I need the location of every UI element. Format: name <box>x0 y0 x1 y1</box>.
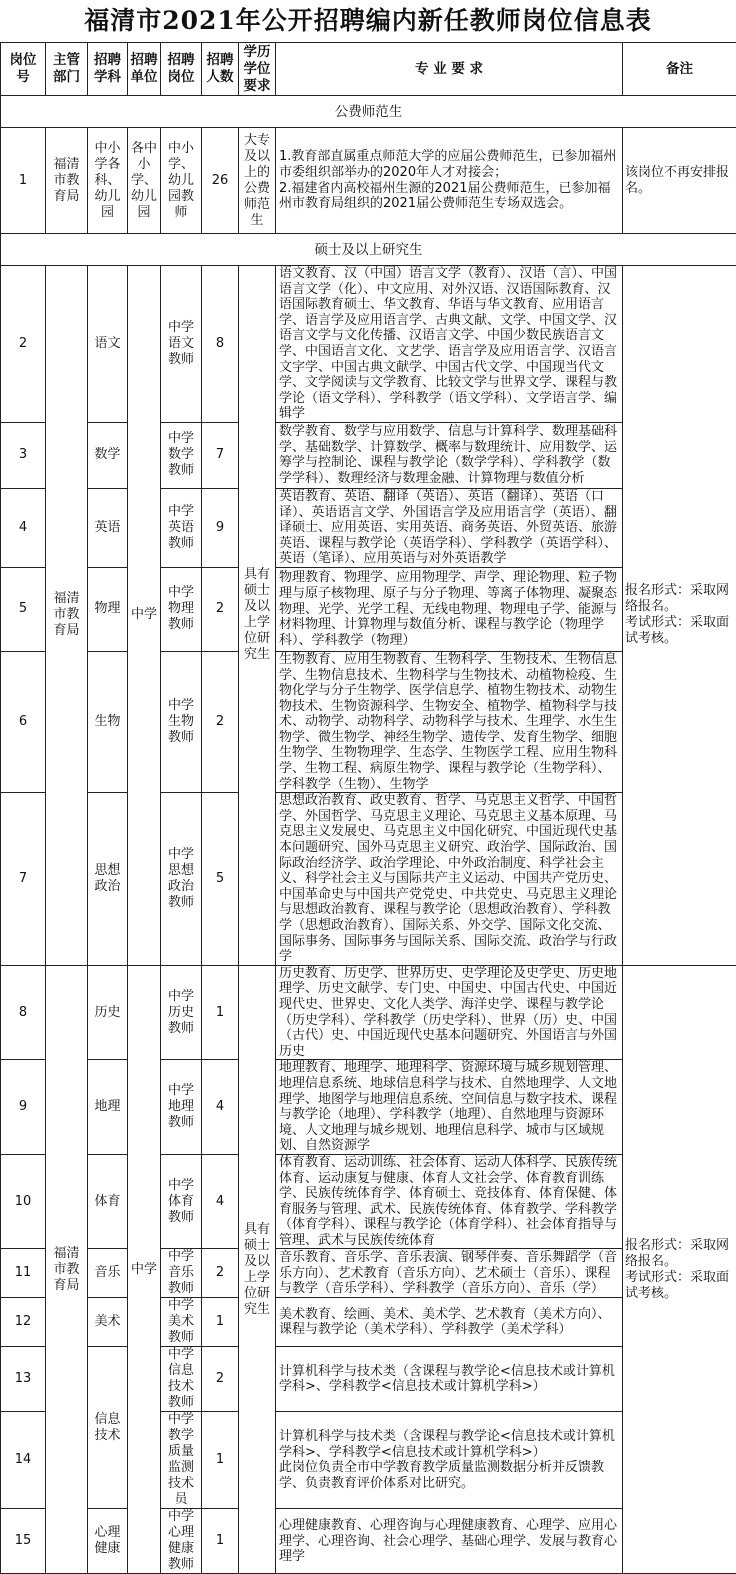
header-unit: 招聘单位 <box>128 43 161 96</box>
header-subject: 招聘学科 <box>88 43 128 96</box>
note-line: 考试形式：采取面试考核。 <box>625 615 734 647</box>
requirements: 英语教育、英语、翻译（英语）、英语（翻译）、英语（口译）、英语语言文学、外国语言学及应用语言学（英语）、翻译硕士、应用英语、实用英语、商务英语、外贸英语、旅游英语、课程与教学论（英语学科）、学科教学（英语学科）、英语（笔译）、应用英语与对外英语教学 <box>276 488 623 567</box>
post: 中学历史教师 <box>161 965 202 1060</box>
post: 中学数学教师 <box>161 422 202 488</box>
post: 中学语文教师 <box>161 266 202 423</box>
subject: 历史 <box>88 965 128 1060</box>
post: 中学思想政治教师 <box>161 793 202 966</box>
position-no: 7 <box>1 793 46 966</box>
subject: 英语 <box>88 488 128 567</box>
requirements: 物理教育、物理学、应用物理学、声学、理论物理、粒子物理与原子核物理、原子与分子物理、等离子体物理、凝聚态物理、光学、光学工程、无线电物理、物理电子学、能源与材料物理、计算物理与数值分析、课程与教学论（物理学科）、学科教学（物理） <box>276 567 623 651</box>
count: 5 <box>202 793 239 966</box>
count: 2 <box>202 1249 239 1298</box>
education: 大专及以上的公费师范生 <box>239 128 276 234</box>
requirement-item: 计算机科学与技术类（含课程与教学论<信息技术或计算机学科>、学科教学<信息技术或计算机学科>） <box>279 1429 619 1460</box>
post: 中学教学质量监测技术员 <box>161 1412 202 1509</box>
requirements: 生物教育、应用生物教育、生物科学、生物技术、生物信息学、生物信息技术、生物科学与生物技术、动植物检疫、生物化学与分子生物学、医学信息学、植物生物技术、动物生物技术、生物资源科学、生物安全、植物学、植物科学与技术、动物学、动物科学、动物科学与技术、生理学、水生生物学、微生物学、神经生物学、遗传学、发育生物学、细胞生物学、生物物理学、生态学、生物医学工程、应用生物科学、生物工程、病原生物学、课程与教学论（生物学科）、学科教学（生物）、生物学 <box>276 651 623 792</box>
header-education: 学历学位要求 <box>239 43 276 96</box>
table-row <box>1 965 736 1060</box>
count: 8 <box>202 266 239 423</box>
table-row <box>1 128 736 234</box>
count: 4 <box>202 1060 239 1155</box>
count: 2 <box>202 1347 239 1412</box>
positions-table <box>0 42 736 1574</box>
post: 中学音乐教师 <box>161 1249 202 1298</box>
table-row <box>1 266 736 423</box>
subject: 美术 <box>88 1298 128 1347</box>
position-no: 3 <box>1 422 46 488</box>
post: 中学信息技术教师 <box>161 1347 202 1412</box>
position-no: 12 <box>1 1298 46 1347</box>
subject: 生物 <box>88 651 128 792</box>
department: 福清市教育局 <box>46 965 88 1574</box>
count: 4 <box>202 1154 239 1249</box>
requirements: 计算机科学与技术类（含课程与教学论<信息技术或计算机学科>、学科教学<信息技术或计算机学科>） <box>276 1347 623 1412</box>
header-row <box>1 43 736 96</box>
unit: 各中小学、幼儿园 <box>128 128 161 234</box>
position-no: 6 <box>1 651 46 792</box>
subject: 地理 <box>88 1060 128 1155</box>
post: 中学体育教师 <box>161 1154 202 1249</box>
position-no: 11 <box>1 1249 46 1298</box>
education: 具有硕士及以上学位研究生 <box>239 965 276 1574</box>
post: 中小学、幼儿园教师 <box>161 128 202 234</box>
position-no: 8 <box>1 965 46 1060</box>
requirements: 体育教育、运动训练、社会体育、运动人体科学、民族传统体育、运动康复与健康、体育人文社会学、体育教育训练学、民族传统体育学、体育硕士、竞技体育、体育保健、体育服务与管理、武术、民族传统体育、体育教学、学科教学（体育学科）、课程与教学论（体育学科）、社会体育指导与管理、武术与民族传统体育 <box>276 1154 623 1249</box>
position-no: 4 <box>1 488 46 567</box>
position-no: 15 <box>1 1509 46 1574</box>
subject: 物理 <box>88 567 128 651</box>
header-requirements: 专 业 要 求 <box>276 43 623 96</box>
header-count: 招聘人数 <box>202 43 239 96</box>
header-notes: 备注 <box>623 43 736 96</box>
position-no: 10 <box>1 1154 46 1249</box>
unit: 中学 <box>128 965 161 1574</box>
requirement-item: 1.教育部直属重点师范大学的应届公费师范生，已参加福州市委组织部举办的2020年人才对接会； <box>279 149 619 180</box>
note-line: 报名形式：采取网络报名。 <box>625 583 734 615</box>
position-no: 13 <box>1 1347 46 1412</box>
requirements: 思想政治教育、政史教育、哲学、马克思主义哲学、中国哲学、外国哲学、马克思主义理论、马克思主义基本原理、马克思主义发展史、马克思主义中国化研究、中国近现代史基本问题研究、国外马克思主义研究、政治学、国际政治、国际政治经济学、政治学理论、中外政治制度、科学社会主义、科学社会主义与国际共产主义运动、中国共产党历史、中国革命史与中国共产党党史、中共党史、马克思主义理论与思想政治教育、课程与教学论（思想政治教育）、学科教学（思想政治教育）、国际关系、外交学、国际文化交流、国际事务、国际事务与国际关系、国际交流、政治学与行政学 <box>276 793 623 966</box>
subject: 中小学各科、幼儿园 <box>88 128 128 234</box>
position-no: 9 <box>1 1060 46 1155</box>
count: 1 <box>202 1298 239 1347</box>
post: 中学英语教师 <box>161 488 202 567</box>
count: 1 <box>202 1509 239 1574</box>
note-line: 考试形式：采取面试考核。 <box>625 1270 734 1302</box>
requirement-item: 2.福建省内高校福州生源的2021届公费师范生，已参加福州市教育局组织的2021届公费师范生专场双选会。 <box>279 181 619 212</box>
position-no: 1 <box>1 128 46 234</box>
position-no: 14 <box>1 1412 46 1509</box>
requirements: 地理教育、地理学、地理科学、资源环境与城乡规划管理、地理信息系统、地球信息科学与技术、自然地理学、人文地理学、地图学与地理信息系统、空间信息与数字技术、课程与教学论（地理）、学科教学（地理）、自然地理与资源环境、人文地理与城乡规划、地理信息科学、城市与区域规划、自然资源学 <box>276 1060 623 1155</box>
unit: 中学 <box>128 266 161 966</box>
subject: 心理健康 <box>88 1509 128 1574</box>
subject: 思想政治 <box>88 793 128 966</box>
subject: 语文 <box>88 266 128 423</box>
position-no: 2 <box>1 266 46 423</box>
requirements <box>276 1412 623 1509</box>
notes <box>623 266 736 966</box>
count: 1 <box>202 965 239 1060</box>
count: 1 <box>202 1412 239 1509</box>
requirement-item: 此岗位负责全市中学教育教学质量监测数据分析并反馈教学、负责教育评价体系对比研究。 <box>279 1460 619 1491</box>
subject: 体育 <box>88 1154 128 1249</box>
notes <box>623 965 736 1574</box>
section-title: 公费师范生 <box>1 96 736 128</box>
requirements: 美术教育、绘画、美术、美术学、艺术教育（美术方向）、课程与教学论（美术学科）、学科教学（美术学科） <box>276 1298 623 1347</box>
count: 2 <box>202 651 239 792</box>
notes: 该岗位不再安排报名。 <box>623 128 736 234</box>
count: 7 <box>202 422 239 488</box>
note-line: 报名形式：采取网络报名。 <box>625 1238 734 1270</box>
count: 9 <box>202 488 239 567</box>
subject: 信息技术 <box>88 1347 128 1509</box>
post: 中学美术教师 <box>161 1298 202 1347</box>
page-title: 福清市2021年公开招聘编内新任教师岗位信息表 <box>0 0 736 42</box>
post: 中学物理教师 <box>161 567 202 651</box>
requirements: 语文教育、汉（中国）语言文学（教育）、汉语（言）、中国语言文学（化）、中文应用、对外汉语、汉语国际教育、汉语国际教育硕士、华文教育、华语与华文教育、应用语言学、语言学及应用语言学、古典文献、文学、中国文学、汉语言文学与文化传播、汉语言文学、中国少数民族语言文学、中国语言文化、文艺学、语言学及应用语言学、汉语言文字学、中国古典文献学、中国古代文学、中国现当代文学、文学阅读与文学教育、比较文学与世界文学、课程与教学论（语文学科）、学科教学（语文学科）、文学语言学、编辑学 <box>276 266 623 423</box>
header-position-no: 岗位号 <box>1 43 46 96</box>
subject: 数学 <box>88 422 128 488</box>
requirements <box>276 128 623 234</box>
post: 中学地理教师 <box>161 1060 202 1155</box>
subject: 音乐 <box>88 1249 128 1298</box>
education: 具有硕士及以上学位研究生 <box>239 266 276 966</box>
requirements: 音乐教育、音乐学、音乐表演、钢琴伴奏、音乐舞蹈学（音乐方向）、艺术教育（音乐方向）、艺术硕士（音乐）、课程与教学（音乐学科）、学科教学（音乐方向）、音乐（学） <box>276 1249 623 1298</box>
requirements: 心理健康教育、心理咨询与心理健康教育、心理学、应用心理学、心理咨询、社会心理学、基础心理学、发展与教育心理学 <box>276 1509 623 1574</box>
count: 26 <box>202 128 239 234</box>
requirements: 数学教育、数学与应用数学、信息与计算科学、数理基础科学、基础数学、计算数学、概率与数理统计、应用数学、运筹学与控制论、课程与教学论（数学学科）、学科教学（数学学科）、数理经济与数理金融、计算物理与数值分析 <box>276 422 623 488</box>
department: 福清市教育局 <box>46 128 88 234</box>
post: 中学心理健康教师 <box>161 1509 202 1574</box>
header-department: 主管部门 <box>46 43 88 96</box>
post: 中学生物教师 <box>161 651 202 792</box>
position-no: 5 <box>1 567 46 651</box>
department: 福清市教育局 <box>46 266 88 966</box>
section-title: 硕士及以上研究生 <box>1 234 736 266</box>
header-post: 招聘岗位 <box>161 43 202 96</box>
count: 2 <box>202 567 239 651</box>
requirements: 历史教育、历史学、世界历史、史学理论及史学史、历史地理学、历史文献学、专门史、中国史、中国古代史、中国近现代史、世界史、文化人类学、海洋史学、课程与教学论（历史学科）、学科教学（历史学科）、世界（历）史、中国（古代）史、中国近现代史基本问题研究、外国语言与外国历史 <box>276 965 623 1060</box>
